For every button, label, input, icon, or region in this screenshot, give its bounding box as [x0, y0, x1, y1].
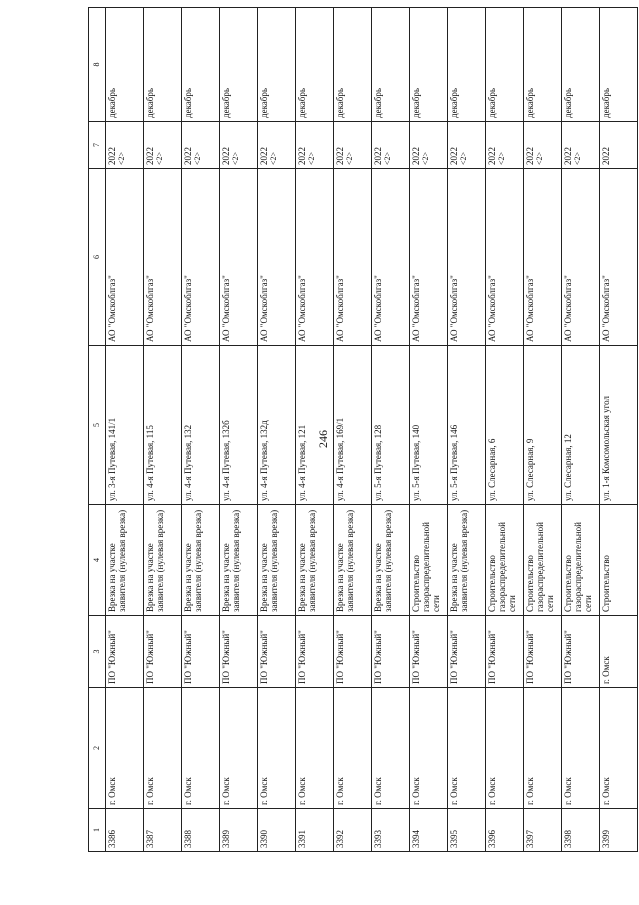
cell-address: ул. 5-я Путевая, 128 [372, 346, 410, 505]
footnote-mark: <2> [573, 151, 582, 165]
year-value: 2022 [221, 147, 231, 165]
cell-company: АО "Омскоблгаз" [372, 169, 410, 346]
gas-connections-table [88, 7, 638, 852]
cell-work: Врезка на участке заявителя (нулевая врезка) [182, 505, 220, 616]
year-value: 2022 [183, 147, 193, 165]
cell-month: декабрь [486, 8, 524, 122]
cell-org: ПО "Южный" [410, 616, 448, 688]
cell-work: Строительство газораспределительной сети [486, 505, 524, 616]
table-row [372, 8, 410, 852]
footnote-mark: <2> [307, 151, 316, 165]
cell-month: декабрь [524, 8, 562, 122]
cell-work: Врезка на участке заявителя (нулевая врезка) [220, 505, 258, 616]
cell-year [486, 122, 524, 169]
cell-num: 3397 [524, 809, 562, 852]
footnote-mark: <2> [269, 151, 278, 165]
cell-num: 3388 [182, 809, 220, 852]
year-value: 2022 [487, 147, 497, 165]
cell-month: декабрь [372, 8, 410, 122]
cell-address: ул. 5-я Путевая, 140 [410, 346, 448, 505]
cell-city: г. Омск [144, 688, 182, 809]
cell-address: ул. 3-я Путевая, 141/1 [106, 346, 144, 505]
cell-year [524, 122, 562, 169]
footnote-mark: <2> [117, 151, 126, 165]
cell-year [372, 122, 410, 169]
table-row [600, 8, 638, 852]
cell-address: ул. 4-я Путевая, 132 [182, 346, 220, 505]
cell-org: г. Омск [600, 616, 638, 688]
cell-city: г. Омск [334, 688, 372, 809]
year-value: 2022 [145, 147, 155, 165]
cell-company: АО "Омскоблгаз" [600, 169, 638, 346]
cell-work: Врезка на участке заявителя (нулевая врезка) [258, 505, 296, 616]
cell-company: АО "Омскоблгаз" [296, 169, 334, 346]
cell-month: декабрь [258, 8, 296, 122]
cell-company: АО "Омскоблгаз" [486, 169, 524, 346]
cell-work: Строительство газораспределительной сети [410, 505, 448, 616]
cell-org: ПО "Южный" [106, 616, 144, 688]
cell-city: г. Омск [524, 688, 562, 809]
col-header-5: 5 [89, 346, 106, 505]
cell-year [106, 122, 144, 169]
cell-company: АО "Омскоблгаз" [562, 169, 600, 346]
year-value: 2022 [563, 147, 573, 165]
table-row [410, 8, 448, 852]
cell-city: г. Омск [106, 688, 144, 809]
year-value: 2022 [373, 147, 383, 165]
cell-city: г. Омск [220, 688, 258, 809]
footnote-mark: <2> [459, 151, 468, 165]
page-number-text: 246 [316, 430, 330, 448]
cell-num: 3392 [334, 809, 372, 852]
cell-city: г. Омск [410, 688, 448, 809]
cell-num: 3394 [410, 809, 448, 852]
table-row [220, 8, 258, 852]
cell-work: Врезка на участке заявителя (нулевая врезка) [448, 505, 486, 616]
year-value: 2022 [297, 147, 307, 165]
table-row [486, 8, 524, 852]
table-header-row [89, 8, 106, 852]
table-row [448, 8, 486, 852]
col-header-2: 2 [89, 688, 106, 809]
cell-company: АО "Омскоблгаз" [258, 169, 296, 346]
cell-company: АО "Омскоблгаз" [524, 169, 562, 346]
table-row [182, 8, 220, 852]
cell-year [182, 122, 220, 169]
year-value: 2022 [107, 147, 117, 165]
cell-city: г. Омск [258, 688, 296, 809]
cell-address: ул. 4-я Путевая, 132б [220, 346, 258, 505]
cell-month: декабрь [144, 8, 182, 122]
cell-org: ПО "Южный" [258, 616, 296, 688]
footnote-mark: <2> [421, 151, 430, 165]
cell-org: ПО "Южный" [220, 616, 258, 688]
table-row [296, 8, 334, 852]
cell-work: Врезка на участке заявителя (нулевая врезка) [334, 505, 372, 616]
cell-num: 3396 [486, 809, 524, 852]
table-rotator [88, 62, 611, 852]
cell-year [410, 122, 448, 169]
cell-address: ул. Слесарная, 6 [486, 346, 524, 505]
cell-num: 3386 [106, 809, 144, 852]
footnote-mark: <2> [231, 151, 240, 165]
footnote-mark: <2> [193, 151, 202, 165]
cell-month: декабрь [296, 8, 334, 122]
cell-city: г. Омск [296, 688, 334, 809]
col-header-3: 3 [89, 616, 106, 688]
cell-address: ул. Слесарная, 12 [562, 346, 600, 505]
footnote-mark: <2> [383, 151, 392, 165]
cell-month: декабрь [600, 8, 638, 122]
table-row [334, 8, 372, 852]
year-value: 2022 [449, 147, 459, 165]
cell-year [144, 122, 182, 169]
table-row [144, 8, 182, 852]
cell-month: декабрь [410, 8, 448, 122]
cell-org: ПО "Южный" [448, 616, 486, 688]
cell-work: Строительство газораспределительной сети [562, 505, 600, 616]
cell-city: г. Омск [600, 688, 638, 809]
footnote-mark: <2> [535, 151, 544, 165]
cell-address: ул. 4-я Путевая, 169/1 [334, 346, 372, 505]
cell-address: ул. Слесарная, 9 [524, 346, 562, 505]
cell-address: ул. 4-я Путевая, 132д [258, 346, 296, 505]
cell-company: АО "Омскоблгаз" [182, 169, 220, 346]
cell-month: декабрь [182, 8, 220, 122]
col-header-8: 8 [89, 8, 106, 122]
cell-month: декабрь [334, 8, 372, 122]
year-value: 2022 [259, 147, 269, 165]
cell-work: Врезка на участке заявителя (нулевая врезка) [106, 505, 144, 616]
cell-city: г. Омск [486, 688, 524, 809]
cell-num: 3393 [372, 809, 410, 852]
cell-address: ул. 1-я Комсомольская угол [600, 346, 638, 505]
footnote-mark: <2> [345, 151, 354, 165]
cell-company: АО "Омскоблгаз" [410, 169, 448, 346]
table-body [106, 8, 638, 852]
cell-num: 3391 [296, 809, 334, 852]
table-row [106, 8, 144, 852]
cell-company: АО "Омскоблгаз" [220, 169, 258, 346]
year-value: 2022 [525, 147, 535, 165]
cell-year [334, 122, 372, 169]
cell-num: 3395 [448, 809, 486, 852]
cell-org: ПО "Южный" [334, 616, 372, 688]
table-row [562, 8, 600, 852]
col-header-6: 6 [89, 169, 106, 346]
cell-year [258, 122, 296, 169]
cell-address: ул. 4-я Путевая, 121 [296, 346, 334, 505]
cell-year [600, 122, 638, 169]
cell-num: 3387 [144, 809, 182, 852]
cell-work: Врезка на участке заявителя (нулевая врезка) [144, 505, 182, 616]
cell-year [220, 122, 258, 169]
year-value: 2022 [601, 147, 611, 165]
cell-year [562, 122, 600, 169]
cell-org: ПО "Южный" [562, 616, 600, 688]
cell-num: 3389 [220, 809, 258, 852]
footnote-mark: <2> [155, 151, 164, 165]
cell-company: АО "Омскоблгаз" [106, 169, 144, 346]
cell-work: Строительство газораспределительной сети [524, 505, 562, 616]
cell-year [448, 122, 486, 169]
cell-company: АО "Омскоблгаз" [448, 169, 486, 346]
cell-city: г. Омск [562, 688, 600, 809]
cell-year [296, 122, 334, 169]
year-value: 2022 [335, 147, 345, 165]
cell-city: г. Омск [182, 688, 220, 809]
year-value: 2022 [411, 147, 421, 165]
cell-month: декабрь [220, 8, 258, 122]
cell-address: ул. 5-я Путевая, 146 [448, 346, 486, 505]
cell-city: г. Омск [448, 688, 486, 809]
cell-company: АО "Омскоблгаз" [144, 169, 182, 346]
col-header-7: 7 [89, 122, 106, 169]
cell-month: декабрь [106, 8, 144, 122]
cell-num: 3390 [258, 809, 296, 852]
rotated-table-wrapper [88, 62, 611, 852]
cell-work: Строительство [600, 505, 638, 616]
footnote-mark: <2> [497, 151, 506, 165]
cell-org: ПО "Южный" [296, 616, 334, 688]
cell-company: АО "Омскоблгаз" [334, 169, 372, 346]
cell-num: 3398 [562, 809, 600, 852]
cell-org: ПО "Южный" [486, 616, 524, 688]
cell-month: декабрь [562, 8, 600, 122]
cell-work: Врезка на участке заявителя (нулевая врезка) [372, 505, 410, 616]
cell-num: 3399 [600, 809, 638, 852]
table-row [258, 8, 296, 852]
cell-org: ПО "Южный" [182, 616, 220, 688]
cell-org: ПО "Южный" [372, 616, 410, 688]
cell-month: декабрь [448, 8, 486, 122]
col-header-4: 4 [89, 505, 106, 616]
cell-address: ул. 4-я Путевая, 115 [144, 346, 182, 505]
cell-org: ПО "Южный" [144, 616, 182, 688]
table-row [524, 8, 562, 852]
cell-work: Врезка на участке заявителя (нулевая врезка) [296, 505, 334, 616]
col-header-1: 1 [89, 809, 106, 852]
cell-city: г. Омск [372, 688, 410, 809]
cell-org: ПО "Южный" [524, 616, 562, 688]
